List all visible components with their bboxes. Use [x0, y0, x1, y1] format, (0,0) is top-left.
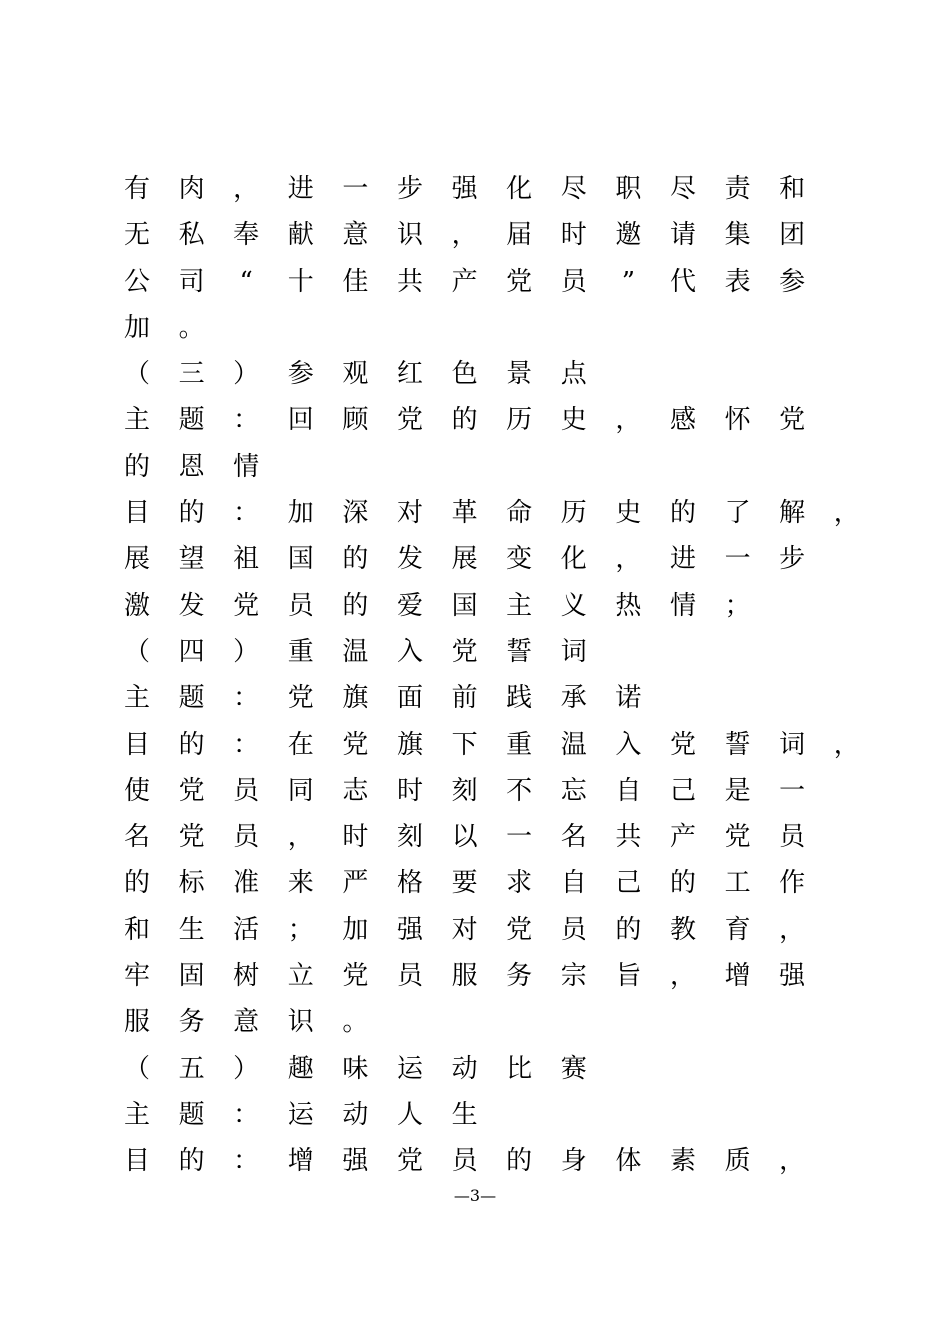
text-char: 重 [287, 636, 314, 667]
text-char: 意 [233, 1007, 260, 1038]
text-char: 己 [669, 775, 696, 806]
text-char: 公 [123, 266, 150, 297]
text-char: 的 [178, 729, 205, 760]
text-char: 题 [178, 405, 205, 436]
text-char: 肉 [178, 174, 205, 204]
text-char: 祖 [233, 544, 260, 575]
page-number: —3— [453, 1186, 497, 1205]
text-char: 不 [506, 775, 533, 806]
text-char: 树 [233, 961, 260, 992]
text-char: 的 [178, 1146, 205, 1177]
text-char: 顾 [342, 405, 369, 436]
text-char: 员 [451, 1146, 478, 1177]
text-char: 党 [779, 405, 806, 436]
text-char: 强 [396, 914, 423, 945]
text-char: 赛 [560, 1053, 587, 1084]
text-char: 党 [233, 590, 260, 621]
text-char: 动 [342, 1099, 369, 1130]
text-char: 立 [287, 961, 314, 992]
text-char: 承 [560, 683, 587, 714]
text-char: 识 [396, 220, 423, 251]
text-char: 主 [123, 683, 150, 714]
text-line [0, 166, 950, 212]
text-char: 工 [724, 868, 751, 899]
text-char: ） [233, 1053, 260, 1084]
text-char: 时 [396, 775, 423, 806]
text-char: 旨 [615, 961, 642, 992]
text-char: 员 [779, 822, 806, 853]
text-char: 求 [506, 868, 533, 899]
text-line [0, 305, 950, 351]
text-char: 和 [779, 174, 806, 204]
text-char: 固 [178, 961, 205, 992]
text-char: 党 [396, 1146, 423, 1177]
text-char: 共 [615, 822, 642, 853]
text-char: 词 [560, 636, 587, 667]
text-line [0, 351, 950, 397]
text-char: 词 [779, 729, 806, 760]
text-char: 进 [669, 544, 696, 575]
text-line [0, 907, 950, 953]
text-char: 务 [506, 961, 533, 992]
text-char: 的 [615, 914, 642, 945]
text-char: ， [779, 1146, 806, 1177]
text-line [0, 814, 950, 860]
text-char: 党 [506, 914, 533, 945]
text-char: 宗 [560, 961, 587, 992]
text-char: ， [615, 405, 642, 436]
text-char: 义 [560, 590, 587, 621]
text-char: 刻 [396, 822, 423, 853]
text-char: 严 [342, 868, 369, 899]
text-char: 志 [342, 775, 369, 806]
text-char: 党 [178, 775, 205, 806]
text-char: ， [833, 498, 860, 529]
text-char: 格 [396, 868, 423, 899]
text-char: 强 [779, 961, 806, 992]
text-line [0, 444, 950, 490]
text-char: 目 [123, 498, 150, 529]
text-char: 代 [669, 266, 696, 297]
text-char: 的 [342, 544, 369, 575]
text-char: 表 [724, 266, 751, 297]
text-char: 的 [669, 868, 696, 899]
text-char: 党 [451, 636, 478, 667]
text-char: 恩 [178, 451, 205, 482]
text-char: 员 [233, 775, 260, 806]
text-char: ， [615, 544, 642, 575]
text-char: 党 [342, 961, 369, 992]
text-char: 生 [451, 1099, 478, 1130]
text-char: 员 [396, 961, 423, 992]
text-char: 观 [342, 359, 369, 390]
text-char: 职 [615, 174, 642, 204]
text-char: 动 [451, 1053, 478, 1084]
text-char: 的 [506, 1146, 533, 1177]
text-char: 增 [287, 1146, 314, 1177]
text-char: 进 [287, 174, 314, 204]
text-line [0, 536, 950, 582]
text-char: ； [287, 914, 314, 945]
text-char: 一 [779, 775, 806, 806]
text-char: 化 [560, 544, 587, 575]
text-char: 色 [451, 359, 478, 390]
text-char: 的 [342, 590, 369, 621]
text-line [0, 768, 950, 814]
text-char: 党 [669, 729, 696, 760]
text-char: 识 [287, 1007, 314, 1038]
text-char: 尽 [669, 174, 696, 204]
text-char: （ [123, 1053, 150, 1084]
text-char: 主 [123, 1099, 150, 1130]
text-char: 感 [669, 405, 696, 436]
text-char: 标 [178, 868, 205, 899]
text-char: 望 [178, 544, 205, 575]
text-char: 温 [560, 729, 587, 760]
text-char: 史 [615, 498, 642, 529]
text-char: 趣 [287, 1053, 314, 1084]
text-char: 展 [451, 544, 478, 575]
text-char: ： [233, 405, 260, 436]
text-char: 服 [451, 961, 478, 992]
text-char: 在 [287, 729, 314, 760]
text-char: 一 [724, 544, 751, 575]
text-char: 党 [724, 822, 751, 853]
text-char: 准 [233, 868, 260, 899]
text-char: 员 [233, 822, 260, 853]
text-char: 教 [669, 914, 696, 945]
text-char: 点 [560, 359, 587, 390]
text-char: ： [233, 729, 260, 760]
text-char: 强 [451, 174, 478, 204]
text-line [0, 259, 950, 305]
text-line [0, 490, 950, 536]
text-char: 服 [123, 1007, 150, 1038]
text-char: ” [621, 266, 636, 297]
text-char: 产 [451, 266, 478, 297]
text-char: 届 [506, 220, 533, 251]
text-char: 是 [724, 775, 751, 806]
text-char: 史 [560, 405, 587, 436]
text-char: ， [833, 729, 860, 760]
text-char: 牢 [123, 961, 150, 992]
text-char: 使 [123, 775, 150, 806]
text-char: 作 [779, 868, 806, 899]
text-char: 忘 [560, 775, 587, 806]
text-char: ， [669, 961, 696, 992]
text-line [0, 212, 950, 258]
text-char: 味 [342, 1053, 369, 1084]
text-char: 革 [451, 498, 478, 529]
text-line [0, 1046, 950, 1092]
text-char: 佳 [342, 266, 369, 297]
text-char: 员 [560, 266, 587, 297]
text-char: 自 [560, 868, 587, 899]
text-char: 旗 [396, 729, 423, 760]
text-char: 展 [123, 544, 150, 575]
text-char: 身 [560, 1146, 587, 1177]
text-char: 自 [615, 775, 642, 806]
body-text [0, 166, 950, 1185]
text-char: 和 [123, 914, 150, 945]
text-char: ； [724, 590, 751, 621]
text-char: 深 [342, 498, 369, 529]
text-char: 下 [451, 729, 478, 760]
text-char: 生 [178, 914, 205, 945]
text-char: 活 [233, 914, 260, 945]
text-char: 党 [506, 266, 533, 297]
text-char: 时 [342, 822, 369, 853]
text-char: 了 [724, 498, 751, 529]
text-char: 前 [451, 683, 478, 714]
text-char: 质 [724, 1146, 751, 1177]
text-char: 爱 [396, 590, 423, 621]
text-char: 名 [123, 822, 150, 853]
text-char: 国 [287, 544, 314, 575]
text-char: 对 [451, 914, 478, 945]
text-char: 景 [506, 359, 533, 390]
text-char: 回 [287, 405, 314, 436]
text-char: 名 [560, 822, 587, 853]
text-char: 产 [669, 822, 696, 853]
text-char: 奉 [233, 220, 260, 251]
text-char: 情 [669, 590, 696, 621]
text-char: ： [233, 1099, 260, 1130]
text-char: 加 [123, 312, 150, 343]
text-char: 党 [287, 683, 314, 714]
text-char: 加 [342, 914, 369, 945]
text-char: 强 [342, 1146, 369, 1177]
text-char: ， [233, 174, 260, 204]
text-char: 私 [178, 220, 205, 251]
text-char: 一 [342, 174, 369, 204]
text-char: 解 [779, 498, 806, 529]
text-char: 的 [178, 498, 205, 529]
text-char: 重 [506, 729, 533, 760]
text-char: 三 [178, 359, 205, 390]
text-char: 己 [615, 868, 642, 899]
text-char: （ [123, 359, 150, 390]
text-char: 献 [287, 220, 314, 251]
text-char: 团 [779, 220, 806, 251]
text-char: 时 [560, 220, 587, 251]
text-char: 情 [233, 451, 260, 482]
text-char: 党 [178, 822, 205, 853]
text-line [0, 999, 950, 1045]
text-char: 步 [779, 544, 806, 575]
text-char: 怀 [724, 405, 751, 436]
text-char: 化 [506, 174, 533, 204]
text-char: 同 [287, 775, 314, 806]
text-char: 红 [396, 359, 423, 390]
text-char: 共 [396, 266, 423, 297]
text-char: 诺 [615, 683, 642, 714]
text-char: 的 [451, 405, 478, 436]
text-char: 以 [451, 822, 478, 853]
text-char: 要 [451, 868, 478, 899]
text-char: 运 [287, 1099, 314, 1130]
text-char: 目 [123, 1146, 150, 1177]
text-char: 国 [451, 590, 478, 621]
text-char: 主 [123, 405, 150, 436]
text-char: 无 [123, 220, 150, 251]
text-char: 邀 [615, 220, 642, 251]
text-char: 题 [178, 1099, 205, 1130]
text-char: 。 [342, 1007, 369, 1038]
text-char: 旗 [342, 683, 369, 714]
text-char: 誓 [724, 729, 751, 760]
text-char: ， [287, 822, 314, 853]
text-char: ） [233, 359, 260, 390]
text-line [0, 675, 950, 721]
text-char: 的 [123, 868, 150, 899]
text-char: 育 [724, 914, 751, 945]
text-char: 变 [506, 544, 533, 575]
text-char: 员 [560, 914, 587, 945]
text-line [0, 583, 950, 629]
text-char: 增 [724, 961, 751, 992]
text-char: 运 [396, 1053, 423, 1084]
text-char: 素 [669, 1146, 696, 1177]
text-char: ： [233, 1146, 260, 1177]
text-char: 历 [506, 405, 533, 436]
text-char: 体 [615, 1146, 642, 1177]
text-char: 加 [287, 498, 314, 529]
text-char: 面 [396, 683, 423, 714]
text-char: 一 [506, 822, 533, 853]
text-char: 党 [342, 729, 369, 760]
text-char: 意 [342, 220, 369, 251]
text-char: 请 [669, 220, 696, 251]
text-char: 员 [287, 590, 314, 621]
text-char: 题 [178, 683, 205, 714]
text-char: ： [233, 498, 260, 529]
text-line [0, 1138, 950, 1184]
text-char: 刻 [451, 775, 478, 806]
text-char: 入 [396, 636, 423, 667]
text-char: （ [123, 636, 150, 667]
text-line [0, 722, 950, 768]
text-char: 主 [506, 590, 533, 621]
text-line [0, 397, 950, 443]
text-char: 激 [123, 590, 150, 621]
text-char: 命 [506, 498, 533, 529]
text-line [0, 629, 950, 675]
text-char: “ [239, 266, 253, 297]
text-char: 的 [123, 451, 150, 482]
text-char: 参 [287, 359, 314, 390]
text-char: 有 [123, 174, 150, 204]
text-char: 对 [396, 498, 423, 529]
text-char: 参 [779, 266, 806, 297]
text-char: 热 [615, 590, 642, 621]
text-char: 践 [506, 683, 533, 714]
text-char: 目 [123, 729, 150, 760]
text-char: ， [779, 914, 806, 945]
text-char: 务 [178, 1007, 205, 1038]
text-char: 的 [669, 498, 696, 529]
text-char: 党 [396, 405, 423, 436]
text-line [0, 1092, 950, 1138]
text-char: 誓 [506, 636, 533, 667]
text-char: 入 [615, 729, 642, 760]
text-char: 责 [724, 174, 751, 204]
text-char: 人 [396, 1099, 423, 1130]
text-char: ） [233, 636, 260, 667]
text-char: 温 [342, 636, 369, 667]
text-line [0, 860, 950, 906]
text-char: 十 [287, 266, 314, 297]
text-char: ： [233, 683, 260, 714]
text-char: 尽 [560, 174, 587, 204]
text-char: ， [451, 220, 478, 251]
text-char: 司 [178, 266, 205, 297]
text-char: 。 [178, 312, 205, 343]
text-char: 五 [178, 1053, 205, 1084]
text-char: 历 [560, 498, 587, 529]
text-char: 步 [396, 174, 423, 204]
text-char: 比 [506, 1053, 533, 1084]
text-char: 来 [287, 868, 314, 899]
text-char: 四 [178, 636, 205, 667]
text-line [0, 953, 950, 999]
text-char: 发 [396, 544, 423, 575]
text-char: 发 [178, 590, 205, 621]
text-char: 集 [724, 220, 751, 251]
